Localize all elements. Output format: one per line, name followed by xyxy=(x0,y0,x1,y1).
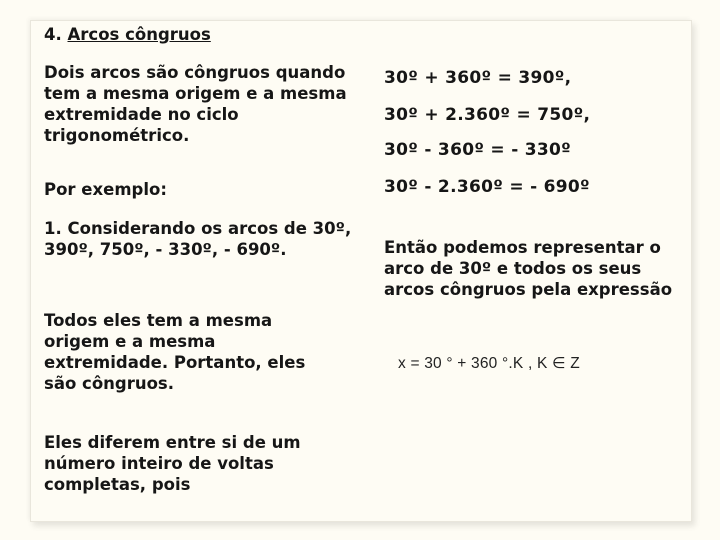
congruence-formula: x = 30 ° + 360 °.K , K ∈ Z xyxy=(398,355,580,372)
equation-1: 30º + 360º = 390º, xyxy=(384,68,572,88)
conclusion-text: Então podemos representar o arco de 30º e todos os seus arcos côngruos pela expressão xyxy=(384,238,673,299)
definition-text: Dois arcos são côngruos quando tem a mesma origem e a mesma extremidade no ciclo trigonométrico. xyxy=(44,63,347,145)
equation-4: 30º - 2.360º = - 690º xyxy=(384,177,590,197)
reason-text: Eles diferem entre si de um número inteiro de voltas completas, pois xyxy=(44,433,301,494)
section-number: 4. xyxy=(44,25,62,44)
congruent-statement: Todos eles tem a mesma origem e a mesma extremidade. Portanto, eles são côngruos. xyxy=(44,311,306,393)
section-title xyxy=(44,24,211,45)
equation-2: 30º + 2.360º = 750º, xyxy=(384,105,591,125)
example-label: Por exemplo: xyxy=(44,180,167,199)
section-title-text: Arcos côngruos xyxy=(67,25,211,44)
equation-3: 30º - 360º = - 330º xyxy=(384,140,572,160)
example-item-1: 1. Considerando os arcos de 30º, 390º, 750º, - 330º, - 690º. xyxy=(44,219,352,259)
